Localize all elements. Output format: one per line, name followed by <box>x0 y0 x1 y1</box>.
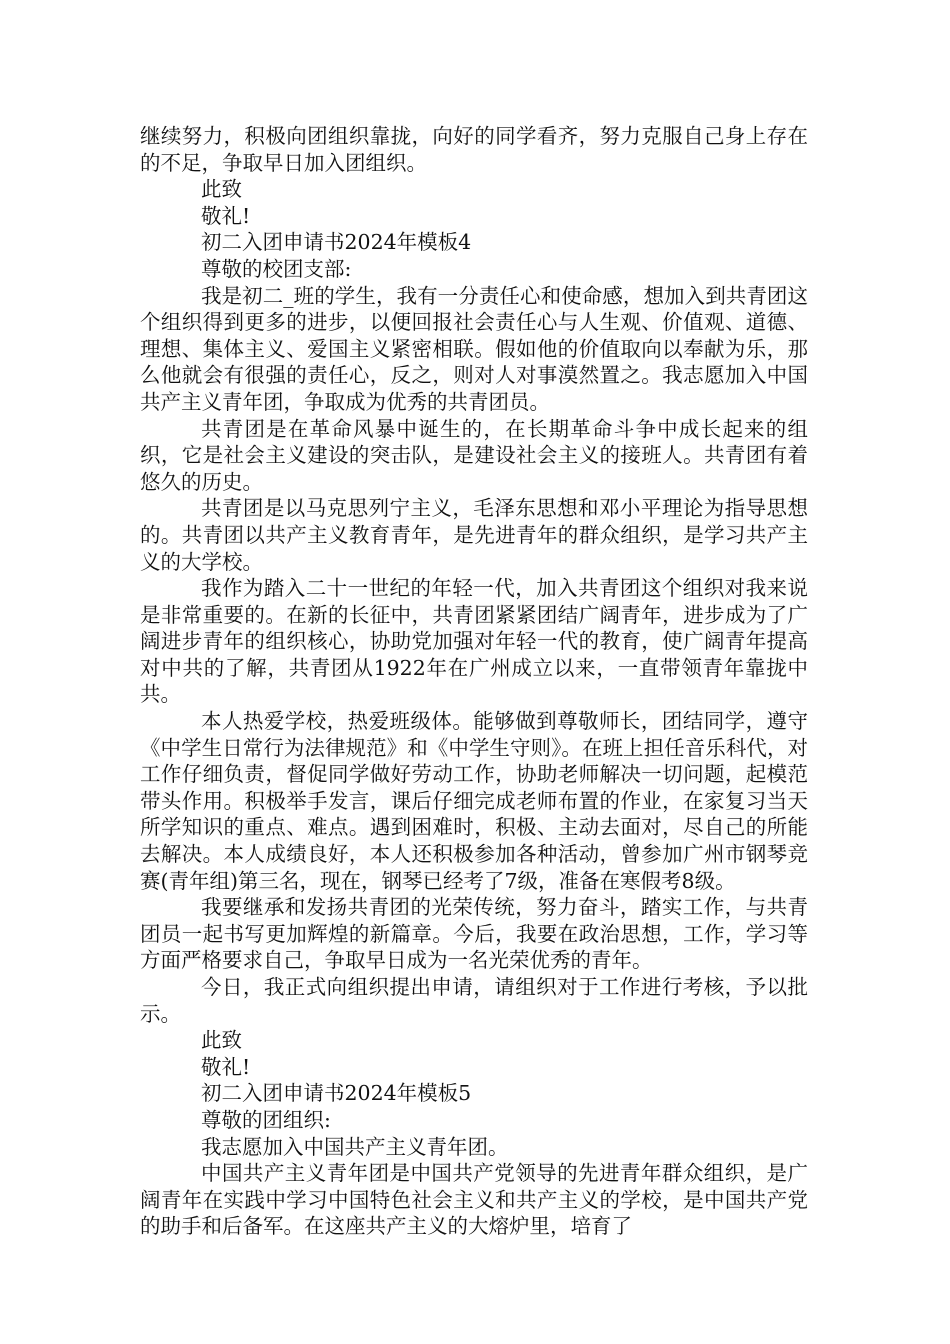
document-body <box>140 123 808 1240</box>
body-paragraph: 今日，我正式向组织提出申请，请组织对于工作进行考核，予以批示。 <box>140 975 808 1026</box>
body-paragraph: 中国共产主义青年团是中国共产党领导的先进青年群众组织，是广阔青年在实践中学习中国特色社会主义和共产主义的学校，是中国共产党的助手和后备军。在这座共产主义的大熔炉里，培育了 <box>140 1161 808 1239</box>
body-paragraph: 我作为踏入二十一世纪的年轻一代，加入共青团这个组织对我来说是非常重要的。在新的长征中，共青团紧紧团结广阔青年，进步成为了广阔进步青年的组织核心，协助党加强对年轻一代的教育，使广阔青年提高对中共的了解，共青团从1922年在广州成立以来，一直带领青年靠拢中共。 <box>140 576 808 707</box>
body-paragraph: 共青团是以马克思列宁主义，毛泽东思想和邓小平理论为指导思想的。共青团以共产主义教育青年，是先进青年的群众组织，是学习共产主义的大学校。 <box>140 496 808 574</box>
greeting: 尊敬的团组织: <box>201 1107 331 1132</box>
paragraph-continuation: 继续努力，积极向团组织靠拢，向好的同学看齐，努力克服自己身上存在的不足，争取早日加入团组织。 <box>140 124 808 175</box>
body-paragraph: 我是初二_班的学生，我有一分责任心和使命感，想加入到共青团这个组织得到更多的进步，以便回报社会责任心与人生观、价值观、道德、理想、集体主义、爱国主义紧密相联。假如他的价值取向以奉献为乐，那么他就会有很强的责任心，反之，则对人对事漠然置之。我志愿加入中国共产主义青年团，争取成为优秀的共青团员。 <box>140 283 808 414</box>
body-paragraph: 我要继承和发扬共青团的光荣传统，努力奋斗，踏实工作，与共青团员一起书写更加辉煌的新篇章。今后，我要在政治思想，工作，学习等方面严格要求自己，争取早日成为一名光荣优秀的青年。 <box>140 895 808 973</box>
body-paragraph: 本人热爱学校，热爱班级体。能够做到尊敬师长，团结同学，遵守《中学生日常行为法律规范》和《中学生守则》。在班上担任音乐科代，对工作仔细负责，督促同学做好劳动工作，协助老师解决一切问题，起模范带头作用。积极举手发言，课后仔细完成老师布置的作业，在家复习当天所学知识的重点、难点。遇到困难时，积极、主动去面对，尽自己的所能去解决。本人成绩良好，本人还积极参加各种活动，曾参加广州市钢琴竞赛(青年组)第三名，现在，钢琴已经考了7级，准备在寒假考8级。 <box>140 709 808 893</box>
body-paragraph: 共青团是在革命风暴中诞生的，在长期革命斗争中成长起来的组织，它是社会主义建设的突击队，是建设社会主义的接班人。共青团有着悠久的历史。 <box>140 416 808 494</box>
closing-regards: 敬礼! <box>201 1054 251 1079</box>
body-paragraph: 我志愿加入中国共产主义青年团。 <box>201 1134 509 1159</box>
closing-salutation: 此致 <box>201 1028 242 1053</box>
template-heading-4: 初二入团申请书2024年模板4 <box>201 230 472 255</box>
closing-regards: 敬礼! <box>201 203 251 228</box>
template-heading-5: 初二入团申请书2024年模板5 <box>201 1081 472 1106</box>
greeting: 尊敬的校团支部: <box>201 256 352 281</box>
closing-salutation: 此致 <box>201 177 242 202</box>
